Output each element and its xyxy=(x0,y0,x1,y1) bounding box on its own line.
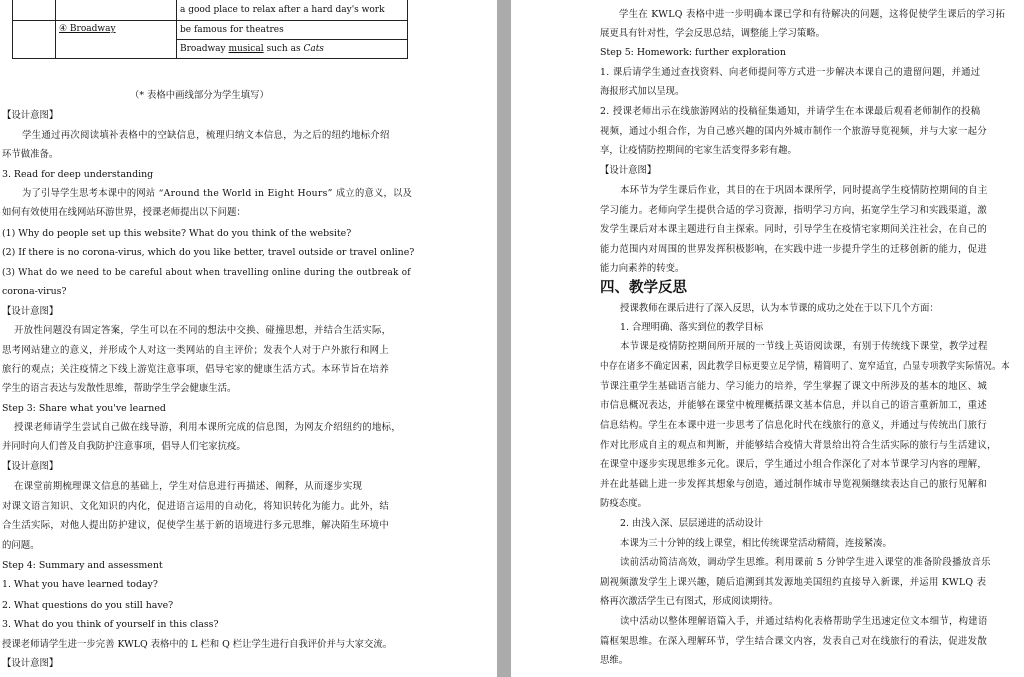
table-cell xyxy=(56,21,177,59)
text-line: 如何有效使用在线网站环游世界，授课老师提出以下问题： xyxy=(2,207,246,218)
text-line: 合生活实际，对他人提出防护建议，促使学生基于新的语境进行多元思维，解决陌生环境中 xyxy=(2,520,390,531)
text-line: 本课为三十分钟的线上课堂，相比传统课堂活动精简，连接紧凑。 xyxy=(620,538,892,549)
text-line: 中存在诸多不确定因素，因此教学目标更要立足学情，精简明了、宽窄适宜，凸显专项教学实际情况。本 xyxy=(600,361,1010,372)
text-line: 能力范围内对周围的世界发挥积极影响，在实践中进一步提升学生的迁移创新的能力，促进 xyxy=(600,244,988,255)
text-line: 环节做准备。 xyxy=(2,149,59,160)
text-line: 【设计意图】 xyxy=(600,165,657,176)
table-cell xyxy=(177,0,408,21)
text-line: 【设计意图】 xyxy=(2,461,59,472)
text-line: 节课注重学生基础语言能力、学习能力的培养，学生掌握了课文中所涉及的基本的地区、城 xyxy=(600,381,988,392)
text-line: 发学生课后对本课主题进行自主探索。同时，引导学生在疫情宅家期间关注社会，在自己的 xyxy=(600,224,988,235)
text-line: 海报形式加以呈现。 xyxy=(600,86,685,97)
text-line: 市信息概况表达，并能够在课堂中梳理概括课文基本信息，并以自己的语言重新加工，重述 xyxy=(600,400,988,411)
table-cell-text: Cats xyxy=(303,44,324,54)
text-line: 学习能力。老师向学生提供合适的学习资源，指明学习方向，拓宽学生学习和实践渠道，激 xyxy=(600,205,988,216)
text-line: 读前活动简洁高效，调动学生思维。利用课前 5 分钟学生进入课堂的准备阶段播放音乐 xyxy=(620,557,991,568)
text-line: 的问题。 xyxy=(2,540,40,551)
table-cell-text: such as xyxy=(263,44,304,54)
text-line: 防疫态度。 xyxy=(600,498,647,509)
text-line: 1. What you have learned today? xyxy=(2,579,158,590)
text-line: 学生通过再次阅读填补表格中的空缺信息，梳理归纳文本信息，为之后的纽约地标介绍 xyxy=(22,130,390,141)
text-line: 剧视频激发学生上课兴趣，随后追溯到其发源地美国纽约直接导入新课，并运用 KWLQ 表 xyxy=(600,577,987,588)
text-line: 作对比形成自主的观点和判断，并能够结合疫情大背景给出符合生活实际的旅行与生活建议， xyxy=(600,440,997,451)
table-cell-text: be famous for theatres xyxy=(180,25,284,35)
text-line: 本节课是疫情防控期间所开展的一节线上英语阅读课，有别于传统线下课堂，教学过程 xyxy=(620,341,988,352)
table-cell-text: Broadway xyxy=(180,44,229,54)
text-line: (3) What do we need to be careful about when travelling online during the outbreak of xyxy=(2,267,411,278)
table-cell xyxy=(177,21,408,40)
text-line: 读中活动以整体理解语篇入手，并通过结构化表格帮助学生迅速定位文本细节，构建语 xyxy=(620,616,988,627)
text-line: Step 5: Homework: further exploration xyxy=(600,47,786,58)
table-cell xyxy=(13,0,56,21)
text-line: 在课堂前期梳理课文信息的基础上，学生对信息进行再描述、阐释，从而逐步实现 xyxy=(14,481,363,492)
text-line: 学生的语言表达与发散性思维，帮助学生学会健康生活。 xyxy=(2,383,237,394)
text-line: corona-virus? xyxy=(2,286,67,297)
table-row xyxy=(13,0,408,21)
text-line: 并在此基础上进一步发挥其想象与创造，通过制作城市导览视频继续表达自己的旅行见解和 xyxy=(600,479,988,490)
text-line: Step 3: Share what you've learned xyxy=(2,403,166,414)
text-line: 1. 课后请学生通过查找资料、向老师提问等方式进一步解决本课自己的遗留问题，并通过 xyxy=(600,67,981,78)
text-line: (1) Why do people set up this website? What do you think of the website? xyxy=(2,228,352,239)
landmark-name: ④ Broadway xyxy=(59,24,116,34)
text-line: 2. 授课老师出示在线旅游网站的投稿征集通知，并请学生在本课最后观看老师制作的投稿 xyxy=(600,106,981,117)
text-line: 2. 由浅入深、层层递进的活动设计 xyxy=(620,518,764,529)
text-line: 信息结构。学生在本课中进一步思考了信息化时代在线旅行的意义，并通过与传统出门旅行 xyxy=(600,420,988,431)
document-page-right xyxy=(511,0,1024,677)
text-line: 能力向素养的转变。 xyxy=(600,263,685,274)
text-line: 旅行的观点；关注疫情之下线上游览注意事项，倡导宅家的健康生活方式。本环节旨在培养 xyxy=(2,364,390,375)
text-line: 3. What do you think of yourself in this class? xyxy=(2,619,219,630)
table-cell xyxy=(56,0,177,21)
section-heading: 四、教学反思 xyxy=(600,279,687,296)
text-line: 思维。 xyxy=(600,655,629,666)
text-line: 格再次激活学生已有图式，形成阅读期待。 xyxy=(600,596,779,607)
text-line: 在课堂中逐步实现思维多元化。课后，学生通过小组合作深化了对本节课学习内容的理解， xyxy=(600,459,988,470)
table-cell xyxy=(13,21,56,59)
text-line: 篇框架思维。在深入理解环节，学生结合课文内容，发表自己对在线旅行的看法，促进发散 xyxy=(600,636,988,647)
text-line: 【设计意图】 xyxy=(2,110,59,121)
text-line: 1. 合理明确、落实到位的教学目标 xyxy=(620,322,764,333)
text-line: 授课老师请学生尝试自己做在线导游，利用本课所完成的信息图，为网友介绍纽约的地标， xyxy=(14,422,402,433)
text-line: 【设计意图】 xyxy=(2,658,59,669)
text-line: 视频，通过小组合作，为自己感兴趣的国内外城市制作一个旅游导览视频，并与大家一起分 xyxy=(600,126,988,137)
text-line: 开放性问题没有固定答案，学生可以在不同的想法中交换、碰撞思想，并结合生活实际， xyxy=(14,325,392,336)
text-line: 2. What questions do you still have? xyxy=(2,600,174,611)
text-line: (2) If there is no corona-virus, which do you like better, travel outside or travel online? xyxy=(2,247,415,258)
table-cell xyxy=(177,40,408,59)
text-line: 本环节为学生课后作业，其目的在于巩固本课所学，同时提高学生疫情防控期间的自主 xyxy=(620,185,988,196)
text-line: 授课教师在课后进行了深入反思，认为本节课的成功之处在于以下几个方面： xyxy=(620,303,939,314)
text-line: Step 4: Summary and assessment xyxy=(2,560,163,571)
document-page-left xyxy=(0,0,497,677)
text-line: （* 表格中画线部分为学生填写） xyxy=(130,90,269,101)
text-line: 展更具有针对性，学会反思总结，调整能上学习策略。 xyxy=(600,28,826,39)
landmark-table xyxy=(12,0,408,59)
text-line: 3. Read for deep understanding xyxy=(2,169,154,180)
text-line: 【设计意图】 xyxy=(2,306,59,317)
text-line: 为了引导学生思考本课中的网站 “Around the World in Eight Hours” 成立的意义，以及 xyxy=(22,188,413,199)
table-cell-text: musical xyxy=(228,44,264,54)
text-line: 思考网站建立的意义，并形成个人对这一类网站的自主评价；发表个人对于户外旅行和网上 xyxy=(2,345,390,356)
table-cell-text: a good place to relax after a hard day's work xyxy=(180,5,385,15)
text-line: 授课老师请学生进一步完善 KWLQ 表格中的 L 栏和 Q 栏让学生进行自我评价并与大家交流。 xyxy=(2,639,393,650)
text-line: 并同时向人们普及自我防护注意事项，倡导人们宅家抗疫。 xyxy=(2,441,246,452)
text-line: 享，让疫情防控期间的宅家生活变得多彩有趣。 xyxy=(600,145,797,156)
text-line: 学生在 KWLQ 表格中进一步明确本课已学和有待解决的问题，这将促使学生课后的学习拓 xyxy=(619,9,1006,20)
text-line: 对课文语言知识、文化知识的内化，促进语言运用的自动化，将知识转化为能力。此外，结 xyxy=(2,501,390,512)
table-row xyxy=(13,21,408,40)
